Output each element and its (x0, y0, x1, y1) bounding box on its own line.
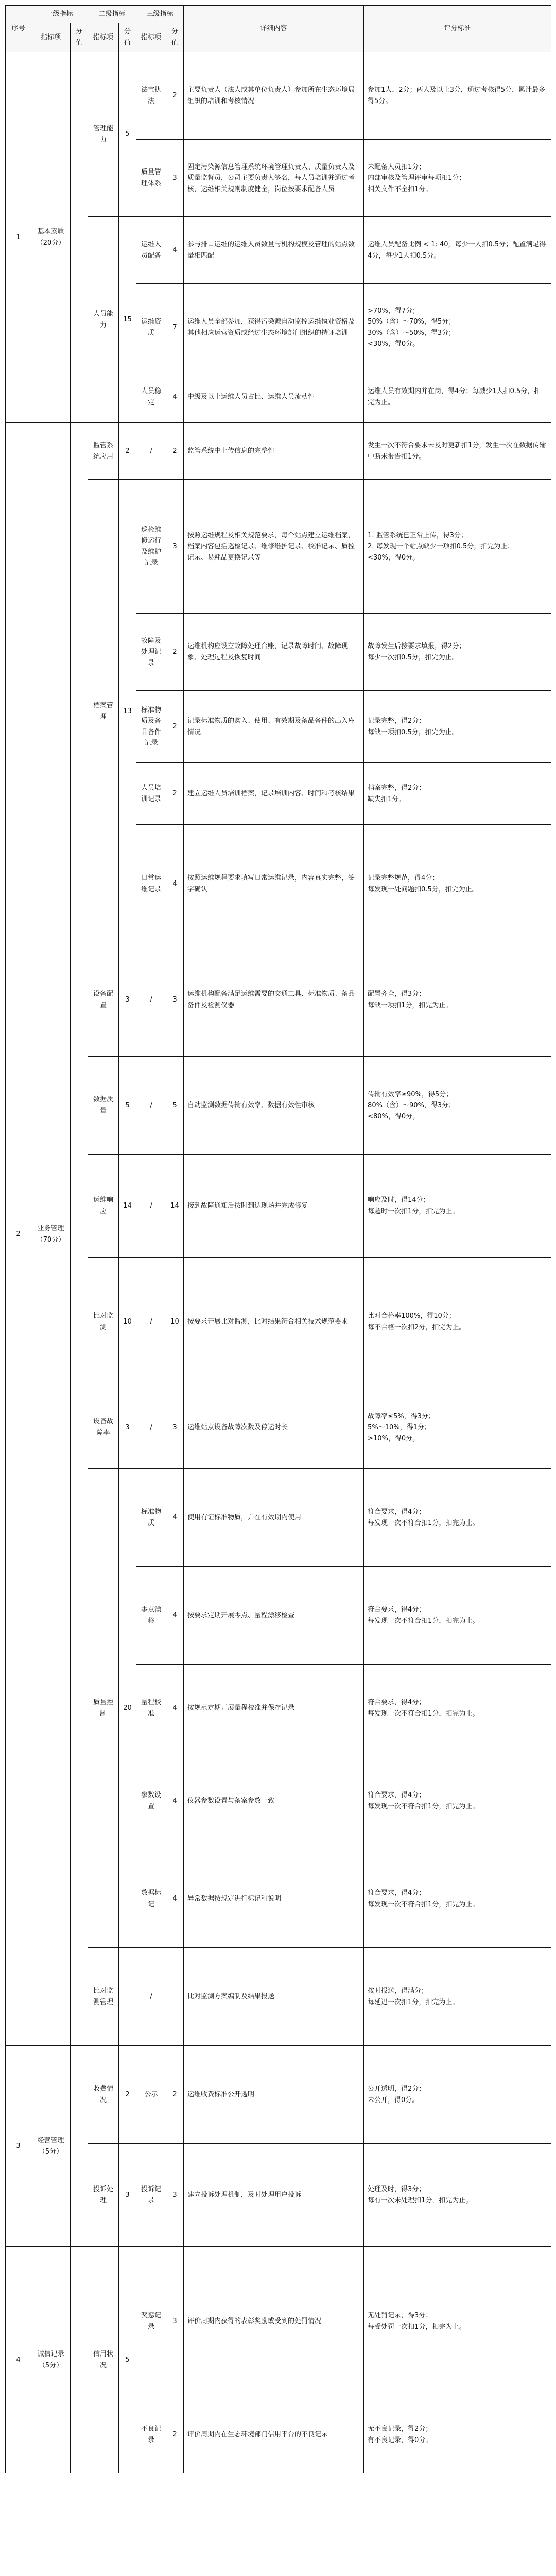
row-l3-score: 4 (166, 1752, 184, 1850)
row-content: 自动监测数据传输有效率、数据有效性审核 (184, 1057, 364, 1155)
row-l2-name: 比对监测 (88, 1258, 119, 1386)
header-l1-name: 指标项 (31, 23, 71, 52)
row-l3-name: / (136, 1155, 166, 1258)
row-l3-score: 3 (166, 2144, 184, 2247)
row-l3-name: / (136, 1948, 166, 2046)
row-l2-score: 13 (119, 480, 136, 943)
row-criteria: 发生一次不符合要求未及时更新扣1分，发生一次在数据传输中断未报告扣1分。 (364, 423, 551, 480)
row-criteria: 符合要求，得4分； 每发现一次不符合扣1分，扣完为止。 (364, 1665, 551, 1752)
row-criteria: 配置齐全，得3分； 每缺一项扣1分，扣完为止。 (364, 943, 551, 1057)
row-l2-name: 投诉处理 (88, 2144, 119, 2247)
row-l2-score: 3 (119, 2144, 136, 2247)
row-criteria: 运维人员有效期内并在岗，得4分；每减少1人扣0.5分，扣完为止。 (364, 371, 551, 423)
row-l3-score: 3 (166, 480, 184, 614)
row-l1-score (71, 52, 88, 423)
row-l3-score: 14 (166, 1155, 184, 1258)
row-l3-score: 7 (166, 284, 184, 371)
row-criteria: 无处罚记录，得3分； 每受处罚一次扣1分，扣完为止。 (364, 2247, 551, 2396)
row-l3-name: / (136, 423, 166, 480)
row-content: 接到故障通知后按时到达现场并完成修复 (184, 1155, 364, 1258)
scoring-table (5, 5, 551, 2473)
row-l3-score: 4 (166, 1567, 184, 1665)
row-l2-name: 档案管理 (88, 480, 119, 943)
row-l3-score: 3 (166, 943, 184, 1057)
row-content: 主要负责人（法人或其单位负责人）参加所在生态环境局组织的培训和考核情况 (184, 52, 364, 140)
row-l3-name: 故障及处理记录 (136, 614, 166, 691)
header-l1-score: 分值 (71, 23, 88, 52)
row-content: 参与排口运维的运维人员数量与机构规模及管理的站点数量相匹配 (184, 217, 364, 284)
row-l3-name: 奖惩记录 (136, 2247, 166, 2396)
row-content: 评价周期内获得的表彰奖励或受到的处罚情况 (184, 2247, 364, 2396)
row-content: 记录标准物质的购入、使用、有效期及备品备件的出入库情况 (184, 691, 364, 763)
row-l2-name: 信用状况 (88, 2247, 119, 2473)
row-l3-score: 5 (166, 1057, 184, 1155)
row-l2-name: 数据质量 (88, 1057, 119, 1155)
row-criteria: 符合要求，得4分； 每发现一次不符合扣1分，扣完为止。 (364, 1469, 551, 1567)
row-l3-score: 4 (166, 825, 184, 943)
row-l3-score: 2 (166, 614, 184, 691)
row-l3-name: 不良记录 (136, 2396, 166, 2473)
row-seq: 3 (6, 2046, 31, 2247)
row-l3-score: 3 (166, 1386, 184, 1469)
row-content: 运维站点设备故障次数及停运时长 (184, 1386, 364, 1469)
header-seq: 序号 (6, 6, 31, 52)
row-criteria: 无不良记录，得2分； 有不良记录，得0分。 (364, 2396, 551, 2473)
row-l3-score: 4 (166, 1665, 184, 1752)
row-l2-score: 2 (119, 423, 136, 480)
row-seq: 4 (6, 2247, 31, 2473)
row-l1-score (71, 2046, 88, 2247)
row-l2-name: 运维响应 (88, 1155, 119, 1258)
row-content: 异常数据按规定进行标记和说明 (184, 1850, 364, 1948)
row-criteria: 比对合格率100%，得10分； 每不合格一次扣2分，扣完为止。 (364, 1258, 551, 1386)
row-content: 运维机构配备满足运维需要的交通工具、标准物质、备品备件及检测仪器 (184, 943, 364, 1057)
row-content: 中级及以上运维人员占比、运维人员流动性 (184, 371, 364, 423)
row-criteria: 记录完整规范，得4分； 每发现一处问题扣0.5分，扣完为止。 (364, 825, 551, 943)
row-l2-score: 5 (119, 1057, 136, 1155)
row-content: 运维机构应设立故障处理台账，记录故障时间、故障现象、处理过程及恢复时间 (184, 614, 364, 691)
row-l2-name: 监管系统应用 (88, 423, 119, 480)
row-l2-score: 2 (119, 2046, 136, 2144)
table-row (6, 423, 551, 480)
row-l2-name: 管理能力 (88, 52, 119, 217)
row-l3-score: 2 (166, 763, 184, 825)
page (0, 5, 556, 2576)
row-criteria: 按时报送，得满分； 每延迟一次扣1分，扣完为止。 (364, 1948, 551, 2046)
row-criteria: 1. 监管系统已正常上传，得3分； 2. 每发现一个站点缺少一项扣0.5分，扣完为止； <30%，得0分。 (364, 480, 551, 614)
row-content: 监管系统中上传信息的完整性 (184, 423, 364, 480)
row-criteria: 记录完整，得2分； 每缺一项扣0.5分，扣完为止。 (364, 691, 551, 763)
row-l3-name: 运维人员配备 (136, 217, 166, 284)
header-l2-name: 指标项 (88, 23, 119, 52)
row-l3-name: 运维资质 (136, 284, 166, 371)
row-criteria: 符合要求，得4分； 每发现一次不符合扣1分，扣完为止。 (364, 1567, 551, 1665)
row-l3-score: 4 (166, 1850, 184, 1948)
row-l2-name: 质量控制 (88, 1469, 119, 1948)
row-l2-score: 14 (119, 1155, 136, 1258)
row-criteria: 运维人员配备比例 < 1: 40，每少一人扣0.5分；配置满足得4分，每少1人扣0.5分。 (364, 217, 551, 284)
row-l3-name: 标准物质及备品备件记录 (136, 691, 166, 763)
row-l2-score: 3 (119, 943, 136, 1057)
row-l3-name: 人员培训记录 (136, 763, 166, 825)
row-l3-score: 10 (166, 1258, 184, 1386)
row-seq: 1 (6, 52, 31, 423)
row-criteria: 未配备人员扣1分； 内部审核及管理评审每项扣1分； 相关文件不全扣1分。 (364, 140, 551, 217)
row-l1-name: 诚信记录（5分） (31, 2247, 71, 2473)
row-l3-score: 4 (166, 1469, 184, 1567)
row-l3-name: / (136, 943, 166, 1057)
row-l3-name: 质量管理体系 (136, 140, 166, 217)
row-l3-name: 公示 (136, 2046, 166, 2144)
row-l2-name: 设备故障率 (88, 1386, 119, 1469)
row-l3-name: / (136, 1057, 166, 1155)
row-content: 按照运维规程及相关规范要求，每个站点建立运维档案，档案内容包括巡检记录、维修维护记录、校准记录、质控记录、易耗品更换记录等 (184, 480, 364, 614)
header-row-1 (6, 6, 551, 23)
row-l3-score: 4 (166, 217, 184, 284)
header-l3-name: 指标项 (136, 23, 166, 52)
row-content: 按要求开展比对监测，比对结果符合相关技术规范要求 (184, 1258, 364, 1386)
row-l3-score: 2 (166, 2046, 184, 2144)
row-l2-name: 收费情况 (88, 2046, 119, 2144)
row-l3-name: 数据标记 (136, 1850, 166, 1948)
row-content: 按照运维规程要求填写日常运维记录，内容真实完整，签字确认 (184, 825, 364, 943)
row-l3-score: 3 (166, 140, 184, 217)
row-l2-score (119, 1948, 136, 2046)
row-l2-name: 人员能力 (88, 217, 119, 423)
row-l3-name: 参数设置 (136, 1752, 166, 1850)
row-l3-score: 2 (166, 691, 184, 763)
header-criteria: 评分标准 (364, 6, 551, 52)
row-l1-score (71, 423, 88, 2046)
row-criteria: 符合要求，得4分； 每发现一次不符合扣1分，扣完为止。 (364, 1752, 551, 1850)
row-criteria: 参加1人，2分；两人及以上3分，通过考核得5分，累计最多得5分。 (364, 52, 551, 140)
row-l2-score: 10 (119, 1258, 136, 1386)
row-seq: 2 (6, 423, 31, 2046)
row-l3-score: 3 (166, 2247, 184, 2396)
row-content: 比对监测方案编制及结果报送 (184, 1948, 364, 2046)
row-l3-name: 量程校准 (136, 1665, 166, 1752)
row-l3-name: 法宝执法 (136, 52, 166, 140)
row-content: 建立投诉处理机制，及时处理用户投诉 (184, 2144, 364, 2247)
row-l2-score: 5 (119, 2247, 136, 2473)
row-content: 固定污染源信息管理系统环境管理负责人、质量负责人及质量监督员，公司主要负责人签名，每人员培训并通过考核，运维相关规则制度健全，岗位按要求配备人员 (184, 140, 364, 217)
table-row (6, 2247, 551, 2396)
row-l2-score: 3 (119, 1386, 136, 1469)
row-l3-name: 人员稳定 (136, 371, 166, 423)
header-l2: 二级指标 (88, 6, 136, 23)
header-l1: 一级指标 (31, 6, 88, 23)
row-l3-name: 巡检维修运行及维护记录 (136, 480, 166, 614)
row-l3-score: 2 (166, 423, 184, 480)
row-l3-score: 4 (166, 371, 184, 423)
header-content: 详细内容 (184, 6, 364, 52)
row-l3-name: 投诉记录 (136, 2144, 166, 2247)
row-l1-name: 基本素质（20分） (31, 52, 71, 423)
table-row (6, 2046, 551, 2144)
row-content: 按要求定期开展零点、量程漂移检查 (184, 1567, 364, 1665)
row-l2-name: 设备配置 (88, 943, 119, 1057)
header-l3-score: 分值 (166, 23, 184, 52)
row-content: 评价周期内在生态环境部门信用平台的不良记录 (184, 2396, 364, 2473)
header-l2-score: 分值 (119, 23, 136, 52)
row-criteria: 档案完整，得2分； 缺失扣1分。 (364, 763, 551, 825)
row-criteria: 处理及时，得3分； 每有一次未处理扣1分，扣完为止。 (364, 2144, 551, 2247)
row-content: 仪器参数设置与备案参数一致 (184, 1752, 364, 1850)
row-l3-score: 2 (166, 52, 184, 140)
table-body (6, 52, 551, 2473)
row-criteria: 符合要求，得4分； 每发现一次不符合扣1分，扣完为止。 (364, 1850, 551, 1948)
row-criteria: 公开透明，得2分； 未公开，得0分。 (364, 2046, 551, 2144)
row-content: 使用有证标准物质，并在有效期内使用 (184, 1469, 364, 1567)
row-content: 按规范定期开展量程校准并保存记录 (184, 1665, 364, 1752)
row-l2-score: 20 (119, 1469, 136, 1948)
row-criteria: >70%，得7分； 50%（含）～70%，得5分； 30%（含）～50%，得3分； <30%，得0分。 (364, 284, 551, 371)
row-l2-score: 15 (119, 217, 136, 423)
row-content: 运维收费标准公开透明 (184, 2046, 364, 2144)
row-l1-score (71, 2247, 88, 2473)
row-l3-name: 标准物质 (136, 1469, 166, 1567)
row-content: 运维人员全部参加，获得污染源自动监控运维执业资格及其他相应运营资质或经过生态环境部门组织的持证培训 (184, 284, 364, 371)
row-l1-name: 业务管理（70分） (31, 423, 71, 2046)
row-l3-score: 2 (166, 2396, 184, 2473)
row-criteria: 传输有效率≥90%，得5分； 80%（含）～90%，得3分； <80%，得0分。 (364, 1057, 551, 1155)
row-l3-name: / (136, 1258, 166, 1386)
row-l3-name: 日常运维记录 (136, 825, 166, 943)
row-l1-name: 经营管理（5分） (31, 2046, 71, 2247)
row-l2-score: 5 (119, 52, 136, 217)
table-row (6, 52, 551, 140)
row-l3-score (166, 1948, 184, 2046)
row-l3-name: / (136, 1386, 166, 1469)
row-criteria: 响应及时，得14分； 每超时一次扣1分，扣完为止。 (364, 1155, 551, 1258)
row-criteria: 故障发生后按要求填报，得2分； 每少一次扣0.5分，扣完为止。 (364, 614, 551, 691)
header-l3: 三级指标 (136, 6, 184, 23)
row-l2-name: 比对监测管理 (88, 1948, 119, 2046)
row-criteria: 故障率≤5%，得3分； 5%～10%，得1分； >10%，得0分。 (364, 1386, 551, 1469)
row-l3-name: 零点漂移 (136, 1567, 166, 1665)
row-content: 建立运维人员培训档案，记录培训内容、时间和考核结果 (184, 763, 364, 825)
